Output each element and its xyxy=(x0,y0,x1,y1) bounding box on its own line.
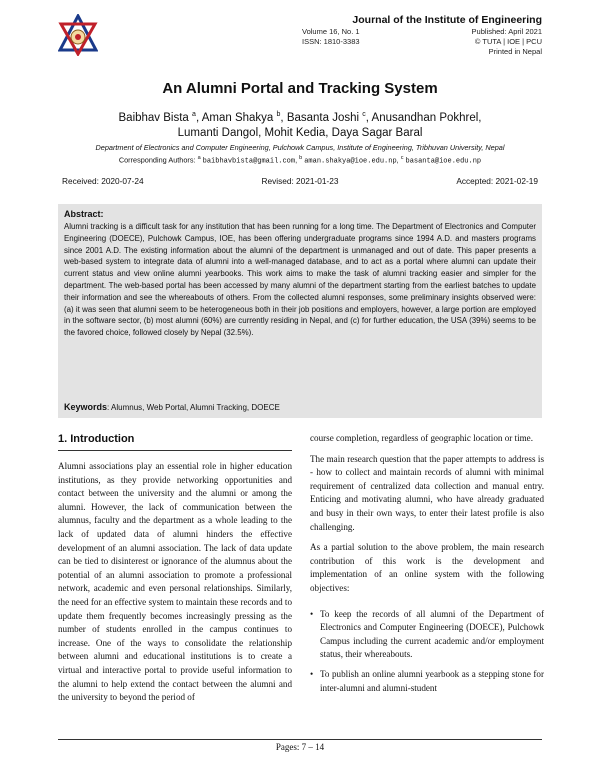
email-link[interactable]: aman.shakya@ioe.edu.np xyxy=(304,157,397,166)
intro-paragraph: course completion, regardless of geographic location or time. xyxy=(310,433,533,443)
institute-logo xyxy=(58,14,98,56)
bullet-icon: • xyxy=(310,668,314,679)
author-name: Basanta Joshi xyxy=(286,111,360,124)
keywords-list: : Alumnus, Web Portal, Alumni Tracking, DOECE xyxy=(107,403,280,412)
affiliation: Department of Electronics and Computer Engineering, Pulchowk Campus, Institute of Engineering, Tribhuvan University, Nepal xyxy=(95,143,505,152)
author-sup: a xyxy=(192,111,196,118)
abstract-text: Alumni tracking is a difficult task for any institution that has been running for a long time. The Department of Electronics and Computer Engineering (DOECE), Pulchowk Campus, IOE, has been offering undergraduate programs since 1994 A.D. and masters programs since 2001 A.D. The existing information about the alumni of the department is unmanaged and out of date. This paper presents a web-based system to integrate data of alumni into a well-managed database, and to act as a portal where alumni can update their current status and view online alumni yearbooks. This work aims to make the task of alumni tracking easier and simpler for the department. The web-based portal has been accessed by many alumni of the department starting from the earliest batches to update their information and see the whereabouts of others. From the collected alumni responses, some preliminary insights observed were: (a) it was seen that alumni seem to be heterogeneous both in their job positions and employers, however, a large portion are employed in the software sector, (b) most alumni (60%) are currently residing in Nepal, and (c) for further education, the USA (39%) seems to be the favored choice, followed closely by Nepal (32.5%). xyxy=(64,222,536,338)
issn: ISSN: 1810-3383 xyxy=(302,37,360,46)
section-rule xyxy=(58,450,292,451)
objective-text: To publish an online alumni yearbook as a stepping stone for inter-alumni and alumni-student xyxy=(320,668,544,693)
objective-item xyxy=(310,608,544,662)
intro-paragraph: As a partial solution to the above problem, the main research contribution of this work is the development and implementation of an online system with the following objectives: xyxy=(310,542,544,593)
author-sup: b xyxy=(276,111,281,118)
author-name: Anusandhan Pokhrel, xyxy=(371,111,482,124)
right-column xyxy=(310,432,544,701)
author-name: Aman Shakya xyxy=(201,111,274,124)
corresponding-label: Corresponding Authors: xyxy=(118,155,196,165)
journal-header xyxy=(302,14,542,57)
author-sup: c xyxy=(362,111,366,118)
dates-row xyxy=(62,176,538,186)
paper-title: An Alumni Portal and Tracking System xyxy=(162,80,438,97)
printed-in: Printed in Nepal xyxy=(488,47,542,56)
objective-item xyxy=(310,668,544,695)
intro-paragraph: Alumni associations play an essential role in higher education institutions, as they provide networking opportunities and contact between the university and the alumni or among the alumni. However, the lack of communication between the alumnus, faculty and the department as a whole leading to the lack of updated data of alumni hinders the effective development of an alumni association. The lack of data update can be tied to disinterest or ignorance of the alumnus about the potential of an alumni association to promote a professional network, academic and even personal relationships. Similarly, the need for an effective system to maintain these records and to update them frequently becomes increasingly pressing as the number of students enrolled in the campus continues to increase. One of the ways to consolidate the relationship between alumni and educational institutions is to create a virtual and interactive portal to provide useful information to the alumni to help extend the contact between the alumni and the university to beyond the period of xyxy=(58,461,292,703)
left-column xyxy=(58,432,292,712)
journal-title: Journal of the Institute of Engineering xyxy=(352,14,542,26)
keywords xyxy=(64,402,280,412)
accepted-date: Accepted: 2021-02-19 xyxy=(456,176,538,186)
email-sup: a xyxy=(197,155,201,161)
page-range: Pages: 7 – 14 xyxy=(275,742,325,752)
published-date: Published: April 2021 xyxy=(471,27,542,36)
abstract-box xyxy=(58,204,542,418)
keywords-label: Keywords xyxy=(64,402,108,412)
revised-date: Revised: 2021-01-23 xyxy=(261,176,339,186)
authors-line-1: Baibhav Bista $^a$, Aman Shakya $^b$, Basanta Joshi $^c$, Anusandhan Pokhrel, xyxy=(118,111,482,124)
bullet-icon: • xyxy=(310,608,314,619)
objective-text: To keep the records of all alumni of the Department of Electronics and Computer Engineering (DOECE), Pulchowk Campus including the current academic and/or employment status, their whereabouts. xyxy=(320,608,544,660)
volume: Volume 16, No. 1 xyxy=(302,27,360,36)
email-sup: c xyxy=(400,155,404,161)
email-link[interactable]: basanta@ioe.edu.np xyxy=(405,157,482,166)
email-link[interactable]: baibhavbista@gmail.com xyxy=(202,157,296,166)
author-list xyxy=(60,107,540,141)
author-name: Baibhav Bista xyxy=(118,111,189,124)
abstract-heading: Abstract: xyxy=(64,209,104,219)
section-heading: 1. Introduction xyxy=(58,433,135,445)
received-date: Received: 2020-07-24 xyxy=(62,176,144,186)
authors-line-2: Lumanti Dangol, Mohit Kedia, Daya Sagar Baral xyxy=(177,126,423,139)
copyright: © TUTA | IOE | PCU xyxy=(474,37,542,46)
intro-paragraph: The main research question that the paper attempts to address is - how to collect and maintain records of alumni with minimal requirement of centralized data collection and manual entry. Enticing and motivating alumni, who have already graduated and busy in their own ways, to enter their latest profile is also challenging. xyxy=(310,453,544,532)
corresponding-authors: Corresponding Authors: $^a$ baibhavbista@gmail.com, $^b$ aman.shakya@ioe.edu.np, $^c$ basanta@ioe.edu.np xyxy=(118,155,482,166)
email-sup: b xyxy=(299,155,303,161)
footer-rule xyxy=(58,739,542,740)
